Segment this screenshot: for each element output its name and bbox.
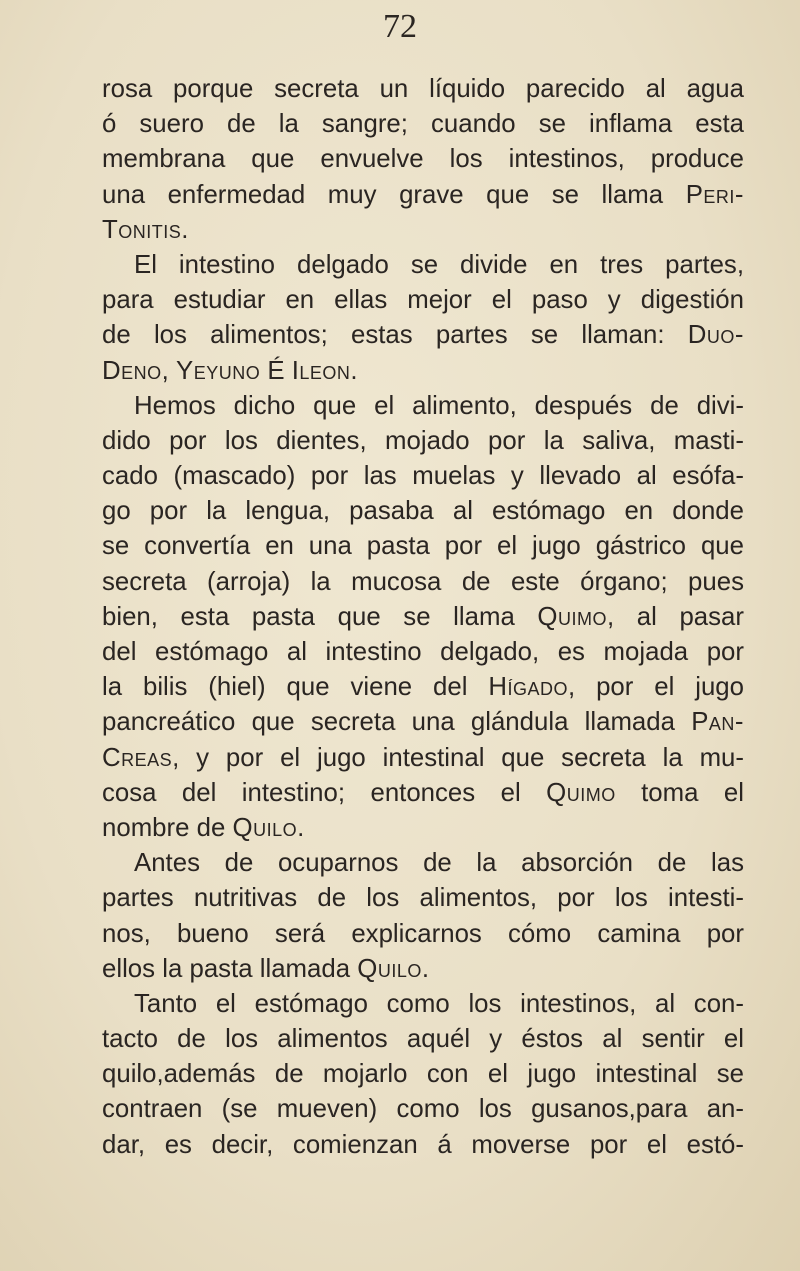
text-line: del estómago al intestino delgado, es mojada por [102, 638, 744, 666]
text-line: tacto de los alimentos aquél y éstos al sentir el [102, 1025, 744, 1054]
page-number: 72 [383, 8, 417, 45]
text-line: dar, es decir, comienzan á moverse por el estó- [102, 1130, 744, 1159]
body-text [102, 72, 744, 1163]
text-line: rosa porque secreta un líquido parecido al agua [102, 75, 744, 103]
text-line: para estudiar en ellas mejor el paso y digestión [102, 286, 744, 315]
text-line: de los alimentos; estas partes se llaman: Duo- [102, 321, 744, 350]
text-line: pancreático que secreta una glándula llamada Pan- [102, 708, 744, 737]
text-line: ellos la pasta llamada Quilo. [102, 954, 430, 983]
text-line: Tonitis. [102, 215, 189, 244]
text-line: Creas, y por el jugo intestinal que secreta la mu- [102, 743, 744, 772]
text-line: Antes de ocuparnos de la absorción de las [134, 849, 744, 878]
text-line: Tanto el estómago como los intestinos, al con- [134, 989, 744, 1018]
text-line: bien, esta pasta que se llama Quimo, al pasar [102, 602, 744, 631]
text-line: se convertía en una pasta por el jugo gástrico que [102, 532, 744, 561]
text-line: la bilis (hiel) que viene del Hígado, por el jugo [102, 673, 745, 702]
text-line: cosa del intestino; entonces el Quimo toma el [102, 778, 745, 807]
text-line: membrana que envuelve los intestinos, produce [102, 145, 744, 174]
text-line: partes nutritivas de los alimentos, por los intesti- [102, 884, 744, 913]
text-line: Hemos dicho que el alimento, después de divi- [134, 391, 744, 420]
text-line: ó suero de la sangre; cuando se inflama esta [102, 110, 744, 139]
text-line: nombre de Quilo. [102, 813, 305, 842]
text-line: quilo,además de mojarlo con el jugo intestinal se [102, 1060, 744, 1089]
text-line: go por la lengua, pasaba al estómago en donde [102, 497, 744, 526]
text-line: contraen (se mueven) como los gusanos,para an- [102, 1095, 744, 1124]
text-line: El intestino delgado se divide en tres partes, [134, 250, 744, 279]
text-line: cado (mascado) por las muelas y llevado al esófa- [102, 462, 744, 491]
text-line: una enfermedad muy grave que se llama Peri- [102, 180, 744, 209]
text-line: dido por los dientes, mojado por la saliva, masti- [102, 426, 744, 455]
text-line: Deno, Yeyuno É Ileon. [102, 356, 359, 385]
text-line: nos, bueno será explicarnos cómo camina por [102, 919, 744, 948]
text-line: secreta (arroja) la mucosa de este órgano; pues [102, 567, 744, 596]
